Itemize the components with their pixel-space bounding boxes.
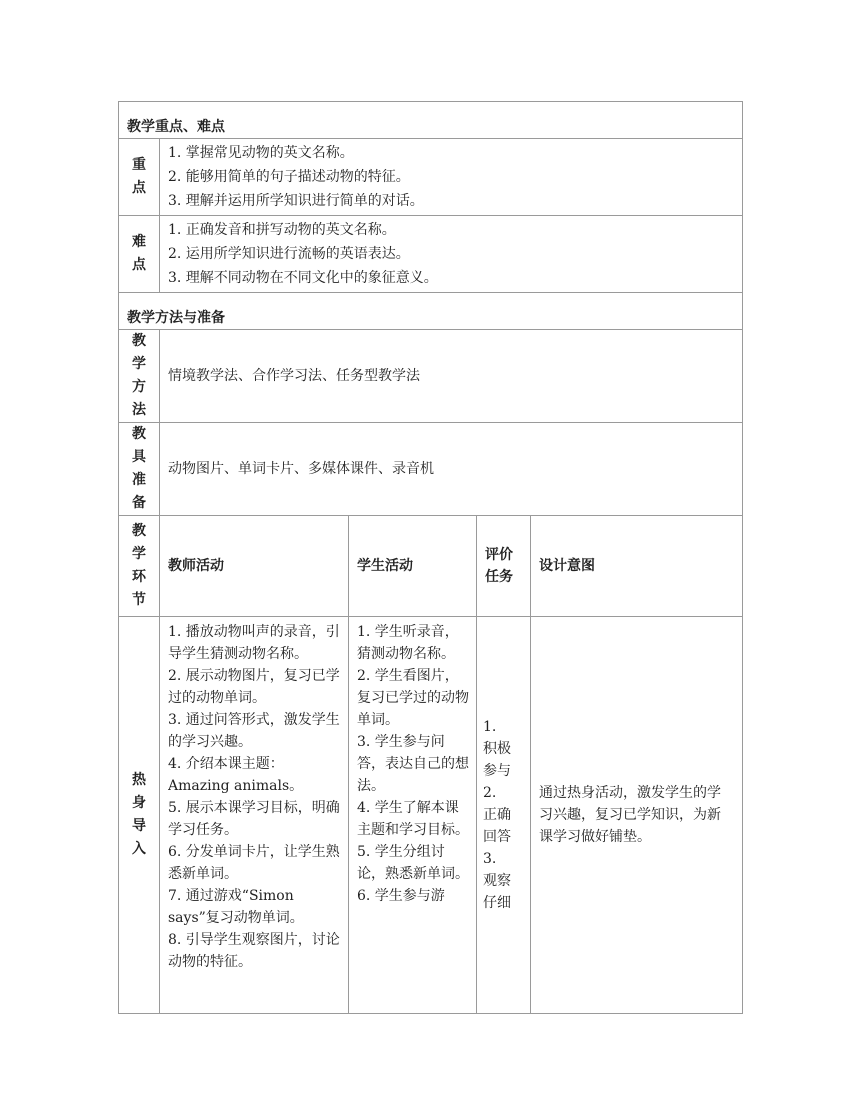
list-item: 6. 分发单词卡片，让学生熟悉新单词。 <box>168 844 340 882</box>
list-item: 5. 学生分组讨论，熟悉新单词。 <box>357 844 469 882</box>
difficult-points-label: 难 点 <box>119 216 160 293</box>
tools-label: 教 具 准 备 <box>119 423 160 516</box>
list-item: 3. 通过问答形式，激发学生的学习兴趣。 <box>168 712 340 750</box>
tools-text: 动物图片、单词卡片、多媒体课件、录音机 <box>160 423 743 516</box>
list-item: 3. 学生参与问答，表达自己的想法。 <box>357 734 469 794</box>
lesson-plan-table <box>118 101 743 1014</box>
key-points-list <box>160 139 743 216</box>
evaluation-tasks: 1. 积极 参与 2. 正确 回答 3. 观察 仔细 <box>477 617 531 1014</box>
list-item: 4. 介绍本课主题：Amazing animals。 <box>168 756 304 794</box>
list-item: 2. 展示动物图片，复习已学过的动物单词。 <box>168 668 340 706</box>
list-item: 1. 学生听录音，猜测动物名称。 <box>357 624 459 662</box>
student-activity-header: 学生活动 <box>349 516 477 617</box>
list-item: 7. 通过游戏“Simon says”复习动物单词。 <box>168 888 304 926</box>
list-item: 8. 引导学生观察图片，讨论动物的特征。 <box>168 932 340 970</box>
teacher-activity-header: 教师活动 <box>160 516 349 617</box>
difficult-points-row <box>119 216 743 293</box>
methods-row <box>119 330 743 423</box>
list-item: 2. 学生看图片，复习已学过的动物单词。 <box>357 668 469 728</box>
evaluation-header: 评价 任务 <box>477 516 531 617</box>
teacher-activities <box>160 617 349 1014</box>
methods-text: 情境教学法、合作学习法、任务型教学法 <box>160 330 743 423</box>
section-row-methods <box>119 293 743 330</box>
section-row-key-difficult <box>119 102 743 139</box>
list-item: 3. 理解不同动物在不同文化中的象征意义。 <box>168 270 438 286</box>
tools-row <box>119 423 743 516</box>
list-item: 1. 掌握常见动物的英文名称。 <box>168 145 354 161</box>
warmup-label: 热 身 导 入 <box>119 617 160 1014</box>
list-item: 3. 理解并运用所学知识进行简单的对话。 <box>168 193 424 209</box>
warmup-row <box>119 617 743 1014</box>
key-points-label: 重 点 <box>119 139 160 216</box>
key-points-row <box>119 139 743 216</box>
list-item: 2. 能够用简单的句子描述动物的特征。 <box>168 169 410 185</box>
design-intent-header: 设计意图 <box>531 516 743 617</box>
section-title: 教学重点、难点 <box>119 102 743 139</box>
list-item: 6. 学生参与游 <box>357 888 445 904</box>
design-intent: 通过热身活动，激发学生的学习兴趣，复习已学知识，为新课学习做好铺垫。 <box>531 617 743 1014</box>
list-item: 4. 学生了解本课主题和学习目标。 <box>357 800 469 838</box>
list-item: 1. 播放动物叫声的录音，引导学生猜测动物名称。 <box>168 624 340 662</box>
methods-label: 教 学 方 法 <box>119 330 160 423</box>
list-item: 5. 展示本课学习目标，明确学习任务。 <box>168 800 340 838</box>
process-label: 教 学 环 节 <box>119 516 160 617</box>
list-item: 2. 运用所学知识进行流畅的英语表达。 <box>168 246 410 262</box>
list-item: 1. 正确发音和拼写动物的英文名称。 <box>168 222 396 238</box>
difficult-points-list <box>160 216 743 293</box>
section-title: 教学方法与准备 <box>119 293 743 330</box>
student-activities <box>349 617 477 1014</box>
process-header-row <box>119 516 743 617</box>
